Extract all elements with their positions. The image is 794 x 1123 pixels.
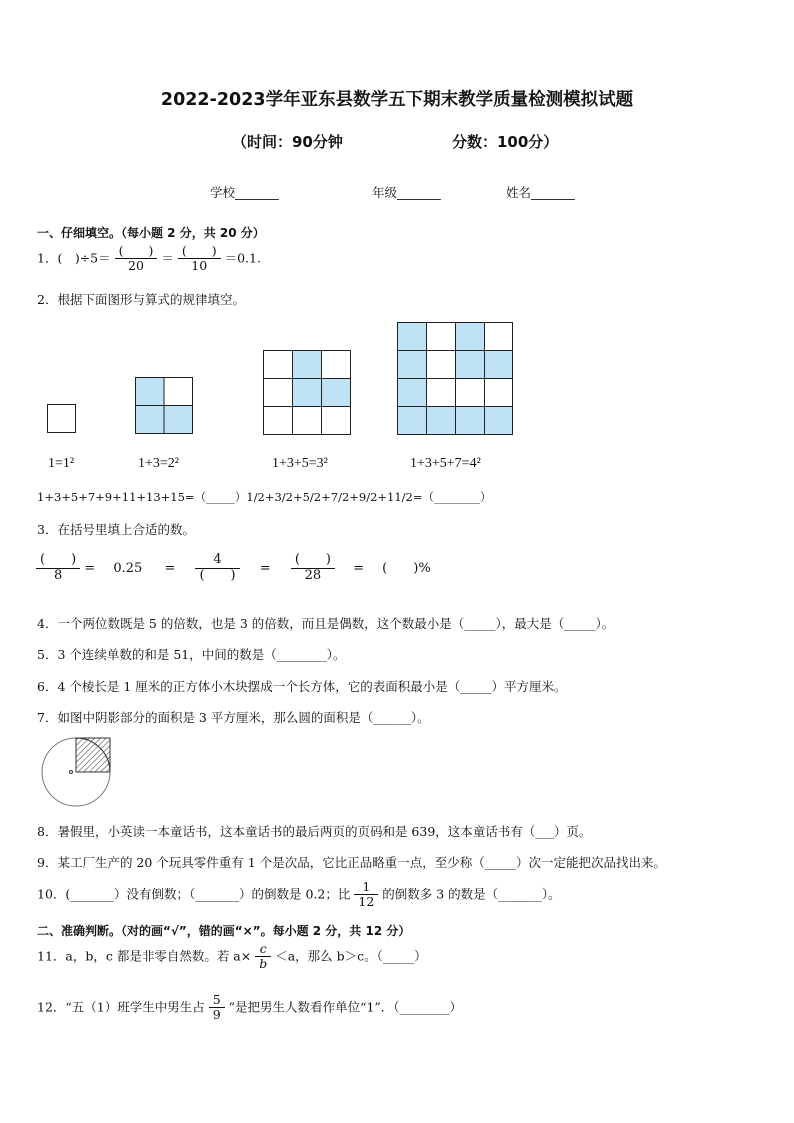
q3-f3-den: 28 — [304, 567, 322, 583]
q3-eq3: = — [259, 560, 271, 576]
question-12 — [37, 993, 462, 1023]
question-6: 6．4 个棱长是 1 厘米的正方体小木块摆成一个长方体，它的表面积最小是（_____）平方厘米。 — [37, 679, 567, 694]
q11-prefix: 11．a，b，c 都是非零自然数。若 a× — [37, 948, 252, 964]
q10-prefix: 10．(_______）没有倒数；（_______）的倒数是 0.2；比 — [37, 886, 351, 902]
question-8: 8．暑假里，小英读一本童话书，这本童话书的最后两页的页码和是 639，这本童话书有（___）页。 — [37, 824, 592, 839]
q1-fraction-1 — [115, 244, 158, 274]
page-title: 2022-2023学年亚东县数学五下期末教学质量检测模拟试题 — [160, 90, 634, 110]
q3-fraction-2 — [195, 553, 239, 584]
q3-percent[interactable]: ( )% — [382, 560, 431, 576]
question-9: 9．某工厂生产的 20 个玩具零件重有 1 个是次品，它比正品略重一点，至少称（_____）次一定能把次品找出来。 — [37, 855, 666, 870]
q1-eq: ＝ — [161, 250, 174, 266]
question-7: 7．如图中阴影部分的面积是 3 平方厘米，那么圆的面积是（______）。 — [37, 710, 430, 725]
question-1 — [37, 244, 261, 274]
q1-fraction-2 — [178, 244, 221, 274]
question-11 — [37, 942, 427, 972]
exam-score: 分数：100分） — [452, 133, 559, 151]
grid-figure-3x3 — [263, 350, 353, 436]
q12-fraction — [209, 993, 225, 1023]
q3-f3-num[interactable]: ( ) — [291, 553, 335, 569]
q1-frac1-num[interactable]: ( ) — [115, 244, 158, 259]
q1-frac1-den: 20 — [128, 258, 144, 274]
grid-figure-2x2 — [135, 377, 195, 435]
q12-suffix: ”是把男生人数看作单位“1”．（________） — [228, 999, 463, 1015]
question-4: 4．一个两位数既是 5 的倍数，也是 3 的倍数，而且是偶数，这个数最小是（_____），最大是（_____）。 — [37, 616, 615, 631]
q10-num: 1 — [354, 880, 378, 895]
q11-fraction — [255, 942, 271, 972]
q3-eq2: = — [164, 560, 176, 576]
q3-f2-den[interactable]: ( ) — [199, 567, 236, 583]
q2-fill-line[interactable]: 1+3+5+7+9+11+13+15=（_____）1/2+3/2+5/2+7/2+9/2+11/2=（________） — [37, 490, 492, 504]
section2-heading: 二、准确判断。（对的画“√”，错的画“×”。每小题 2 分，共 12 分） — [37, 924, 411, 938]
question-2: 2．根据下面图形与算式的规律填空。 — [37, 292, 245, 307]
name-field[interactable]: 姓名_______ — [506, 185, 575, 200]
exam-time: （时间：90分钟 — [232, 133, 343, 151]
q12-den: 9 — [212, 1007, 221, 1023]
q1-suffix: ＝0.1. — [224, 250, 261, 266]
q1-prefix: 1．( )÷5＝ — [37, 250, 111, 266]
q12-prefix: 12．“五（1）班学生中男生占 — [37, 999, 205, 1015]
q3-f1-den: 8 — [53, 567, 63, 583]
q3-f1-num[interactable]: ( ) — [36, 553, 80, 569]
question-10 — [37, 880, 561, 910]
school-field[interactable]: 学校_______ — [210, 185, 279, 200]
q3-decimal: 0.25 — [113, 560, 143, 576]
q10-fraction — [354, 880, 378, 910]
q10-den: 12 — [358, 894, 375, 910]
q3-eq4: = — [353, 560, 365, 576]
q10-suffix: 的倒数多 3 的数是（_______）。 — [382, 886, 561, 902]
question-3: 3．在括号里填上合适的数。 — [37, 522, 195, 537]
figure-label-2: 1+3=2² — [138, 456, 179, 471]
q3-f2-num: 4 — [195, 553, 239, 569]
section1-heading: 一、仔细填空。（每小题 2 分，共 20 分） — [37, 226, 265, 240]
q11-den: b — [259, 956, 268, 972]
figure-label-1: 1=1² — [48, 456, 75, 471]
q11-suffix: ＜a，那么 b＞c。（_____） — [275, 948, 427, 964]
question-5: 5．3 个连续单数的和是 51，中间的数是（________）。 — [37, 647, 346, 662]
grid-figure-4x4 — [397, 322, 515, 436]
q11-num: c — [255, 942, 271, 957]
figure-label-4: 1+3+5+7=4² — [410, 456, 481, 471]
q3-eq1: = — [84, 560, 96, 576]
q3-equation — [36, 553, 431, 584]
q3-fraction-3 — [291, 553, 335, 584]
grade-field[interactable]: 年级_______ — [372, 185, 441, 200]
q12-num: 5 — [209, 993, 225, 1008]
q3-fraction-1 — [36, 553, 80, 584]
figure-label-3: 1+3+5=3² — [272, 456, 328, 471]
q1-frac2-den: 10 — [191, 258, 208, 274]
q1-frac2-num[interactable]: ( ) — [178, 244, 221, 259]
circle-figure — [40, 736, 112, 808]
grid-figure-1x1 — [47, 404, 77, 434]
